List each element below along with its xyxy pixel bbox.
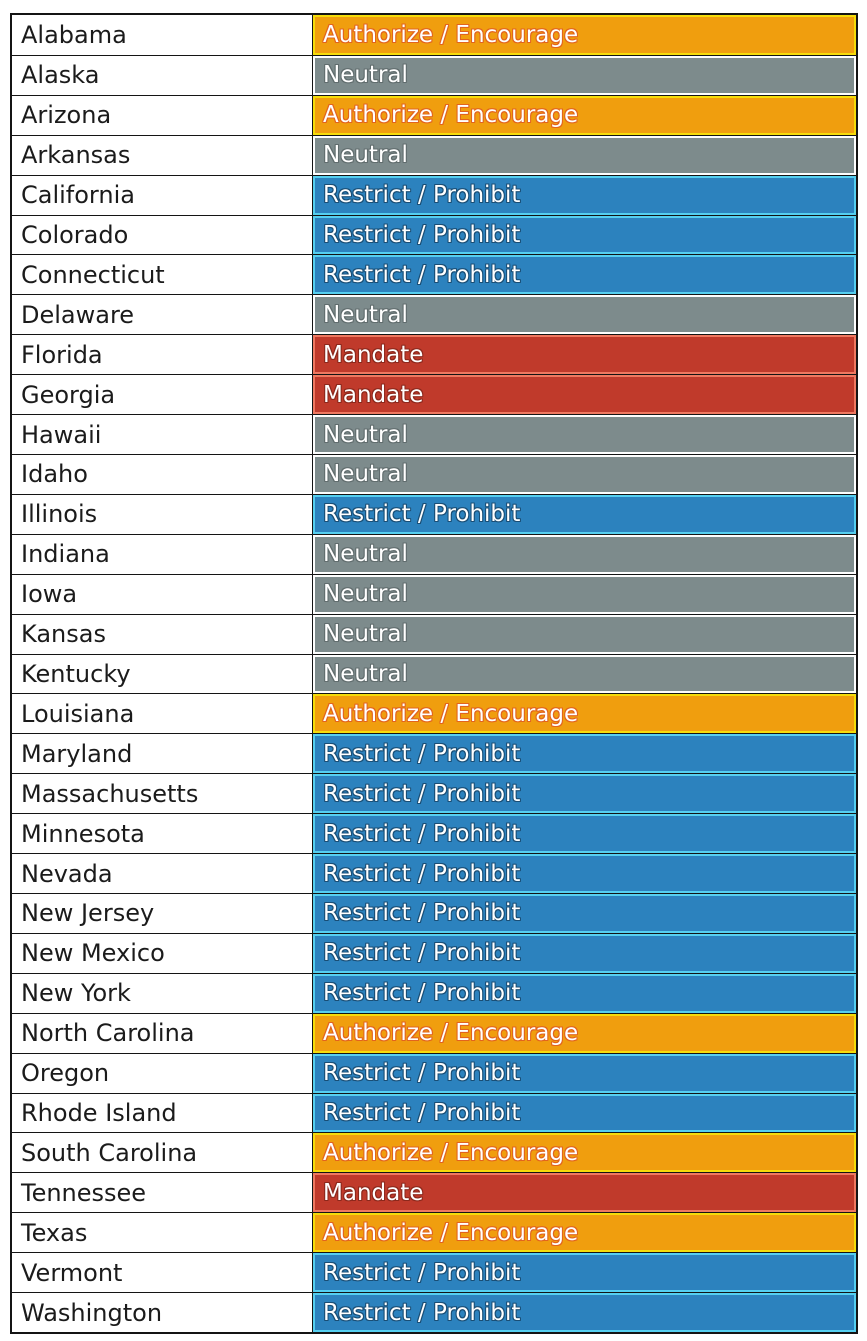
status-badge: Restrict / Prohibit	[313, 974, 856, 1013]
table-row	[12, 414, 856, 454]
table-row	[12, 334, 856, 374]
status-cell	[312, 1014, 856, 1053]
table-row	[12, 494, 856, 534]
status-badge: Authorize / Encourage	[313, 1213, 856, 1252]
state-cell: New York	[12, 974, 312, 1013]
status-badge: Restrict / Prohibit	[313, 1253, 856, 1292]
state-cell: Kansas	[12, 615, 312, 654]
status-cell	[312, 15, 856, 55]
table-row	[12, 1132, 856, 1172]
status-badge: Restrict / Prohibit	[313, 1054, 856, 1093]
table-row	[12, 693, 856, 733]
status-badge: Restrict / Prohibit	[313, 1293, 856, 1332]
status-badge: Neutral	[313, 415, 856, 454]
status-badge: Restrict / Prohibit	[313, 814, 856, 853]
status-cell	[312, 854, 856, 893]
status-cell	[312, 1133, 856, 1172]
status-cell	[312, 176, 856, 215]
status-cell	[312, 774, 856, 813]
table-row	[12, 1172, 856, 1212]
status-cell	[312, 56, 856, 95]
table-row	[12, 853, 856, 893]
table-row	[12, 614, 856, 654]
status-cell	[312, 1253, 856, 1292]
state-cell: Indiana	[12, 535, 312, 574]
state-cell: California	[12, 176, 312, 215]
table-row	[12, 215, 856, 255]
status-cell	[312, 934, 856, 973]
state-cell: Colorado	[12, 216, 312, 255]
status-cell	[312, 96, 856, 135]
state-cell: Hawaii	[12, 415, 312, 454]
status-cell	[312, 655, 856, 694]
state-cell: Alabama	[12, 15, 312, 55]
table-row	[12, 135, 856, 175]
state-cell: Texas	[12, 1213, 312, 1252]
table-row	[12, 95, 856, 135]
table-row	[12, 1053, 856, 1093]
state-cell: Nevada	[12, 854, 312, 893]
state-cell: New Mexico	[12, 934, 312, 973]
table-row	[12, 773, 856, 813]
table-row	[12, 254, 856, 294]
status-cell	[312, 1213, 856, 1252]
status-cell	[312, 535, 856, 574]
status-badge: Authorize / Encourage	[313, 694, 856, 733]
table-row	[12, 733, 856, 773]
table-row	[12, 973, 856, 1013]
status-cell	[312, 335, 856, 374]
state-cell: New Jersey	[12, 894, 312, 933]
status-badge: Neutral	[313, 56, 856, 95]
status-cell	[312, 136, 856, 175]
table-row	[12, 893, 856, 933]
status-badge: Mandate	[313, 375, 856, 414]
state-cell: Washington	[12, 1293, 312, 1332]
status-cell	[312, 1293, 856, 1332]
state-cell: Georgia	[12, 375, 312, 414]
state-cell: Oregon	[12, 1054, 312, 1093]
status-badge: Neutral	[313, 575, 856, 614]
state-policy-table	[10, 13, 858, 1334]
state-cell: Florida	[12, 335, 312, 374]
table-row	[12, 1212, 856, 1252]
status-badge: Restrict / Prohibit	[313, 176, 856, 215]
status-badge: Neutral	[313, 615, 856, 654]
status-badge: Restrict / Prohibit	[313, 255, 856, 294]
status-cell	[312, 734, 856, 773]
status-badge: Authorize / Encourage	[313, 1133, 856, 1172]
table-row	[12, 454, 856, 494]
status-cell	[312, 1094, 856, 1133]
status-badge: Restrict / Prohibit	[313, 1094, 856, 1133]
table-row	[12, 1292, 856, 1332]
status-badge: Restrict / Prohibit	[313, 894, 856, 933]
table-row	[12, 294, 856, 334]
status-badge: Mandate	[313, 335, 856, 374]
table-row	[12, 15, 856, 55]
status-badge: Restrict / Prohibit	[313, 854, 856, 893]
status-cell	[312, 295, 856, 334]
status-cell	[312, 694, 856, 733]
state-cell: Idaho	[12, 455, 312, 494]
table-row	[12, 813, 856, 853]
state-cell: Vermont	[12, 1253, 312, 1292]
status-cell	[312, 974, 856, 1013]
state-cell: Connecticut	[12, 255, 312, 294]
table-row	[12, 574, 856, 614]
status-cell	[312, 615, 856, 654]
status-badge: Mandate	[313, 1173, 856, 1212]
status-cell	[312, 894, 856, 933]
state-cell: Rhode Island	[12, 1094, 312, 1133]
status-badge: Neutral	[313, 295, 856, 334]
status-badge: Restrict / Prohibit	[313, 495, 856, 534]
state-cell: Arkansas	[12, 136, 312, 175]
table-row	[12, 654, 856, 694]
status-cell	[312, 216, 856, 255]
status-cell	[312, 1054, 856, 1093]
state-cell: Arizona	[12, 96, 312, 135]
table-row	[12, 1252, 856, 1292]
state-cell: Louisiana	[12, 694, 312, 733]
state-cell: Kentucky	[12, 655, 312, 694]
state-cell: Maryland	[12, 734, 312, 773]
state-cell: Delaware	[12, 295, 312, 334]
status-cell	[312, 814, 856, 853]
state-cell: South Carolina	[12, 1133, 312, 1172]
table-row	[12, 933, 856, 973]
status-badge: Authorize / Encourage	[313, 96, 856, 135]
status-cell	[312, 255, 856, 294]
table-row	[12, 175, 856, 215]
status-badge: Authorize / Encourage	[313, 1014, 856, 1053]
status-badge: Restrict / Prohibit	[313, 216, 856, 255]
state-cell: North Carolina	[12, 1014, 312, 1053]
status-badge: Neutral	[313, 535, 856, 574]
table-row	[12, 55, 856, 95]
table-row	[12, 534, 856, 574]
status-cell	[312, 1173, 856, 1212]
state-cell: Minnesota	[12, 814, 312, 853]
state-cell: Illinois	[12, 495, 312, 534]
table-row	[12, 374, 856, 414]
state-cell: Alaska	[12, 56, 312, 95]
status-badge: Neutral	[313, 136, 856, 175]
status-badge: Authorize / Encourage	[313, 15, 856, 55]
status-badge: Restrict / Prohibit	[313, 934, 856, 973]
status-cell	[312, 495, 856, 534]
status-badge: Restrict / Prohibit	[313, 774, 856, 813]
status-cell	[312, 455, 856, 494]
table-row	[12, 1013, 856, 1053]
state-cell: Tennessee	[12, 1173, 312, 1212]
status-badge: Restrict / Prohibit	[313, 734, 856, 773]
status-badge: Neutral	[313, 655, 856, 694]
status-cell	[312, 375, 856, 414]
status-cell	[312, 415, 856, 454]
table-row	[12, 1093, 856, 1133]
status-cell	[312, 575, 856, 614]
state-cell: Iowa	[12, 575, 312, 614]
state-cell: Massachusetts	[12, 774, 312, 813]
status-badge: Neutral	[313, 455, 856, 494]
